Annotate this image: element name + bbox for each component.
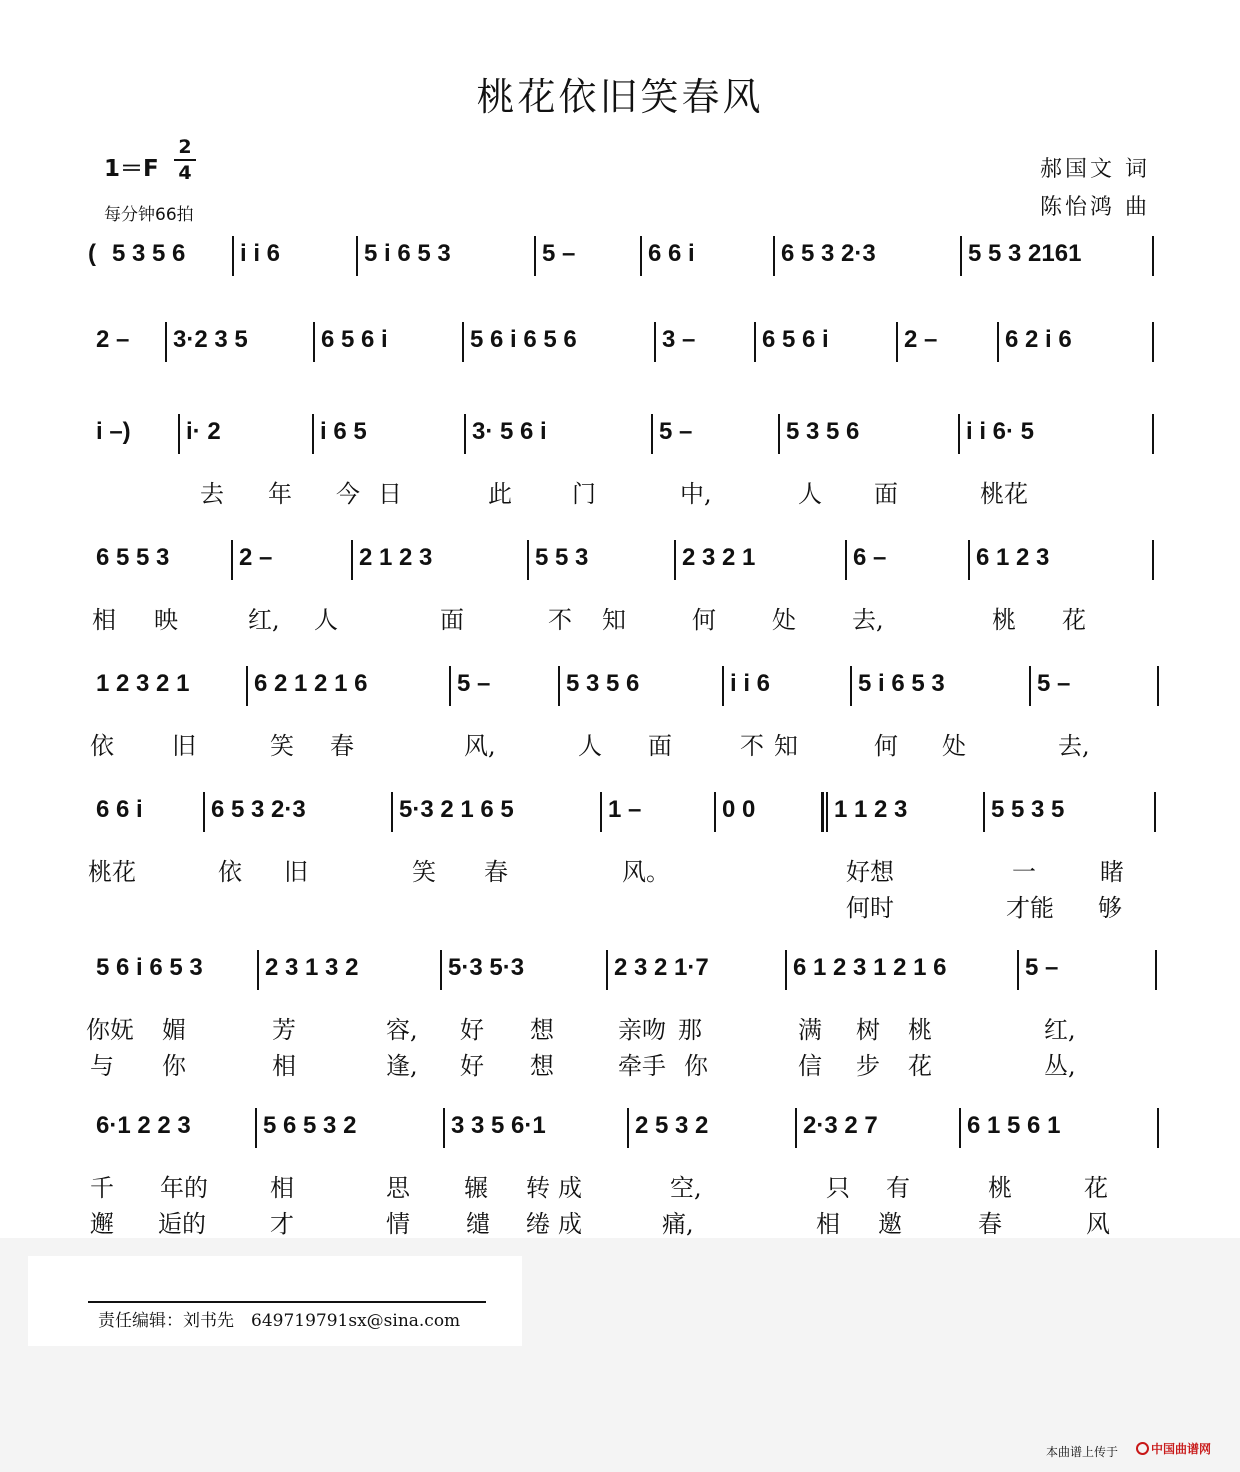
lyric-word: 花 [908, 1052, 932, 1080]
barline [722, 666, 724, 706]
lyric-word: 睹 [1100, 858, 1124, 886]
measure: 6 1 2 3 1 2 1 6 [793, 954, 947, 981]
measure: 2 – [904, 326, 938, 353]
lyric-word: 满 [798, 1016, 822, 1044]
barline [443, 1108, 445, 1148]
barline [896, 322, 898, 362]
lyricist-credit: 郝国文 词 [1040, 157, 1150, 182]
lyric-word: 处 [772, 606, 796, 634]
barline [1017, 950, 1019, 990]
lyric-word: 你 [684, 1052, 708, 1080]
measure: 6 1 5 6 1 [967, 1112, 1061, 1139]
lyric-word: 才 [270, 1210, 294, 1238]
lyric-word: 人 [314, 606, 338, 634]
lyric-word: 与 [90, 1052, 114, 1080]
barline [627, 1108, 629, 1148]
lyric-word: 够 [1098, 894, 1122, 922]
lyric-word: 不 [548, 606, 572, 634]
measure: 6 5 6 i [321, 326, 388, 353]
notation-line [0, 318, 1240, 378]
barline [640, 236, 642, 276]
measure: 5 – [457, 670, 491, 697]
lyric-word: 步 [856, 1052, 880, 1080]
measure: 2 1 2 3 [359, 544, 433, 571]
lyric-word: 门 [572, 480, 596, 508]
lyric-word: 中, [680, 480, 712, 508]
measure: 6 6 i [648, 240, 695, 267]
lyric-word: 桃 [908, 1016, 932, 1044]
barline [464, 414, 466, 454]
lyric-word: 好想 [846, 858, 894, 886]
barline [773, 236, 775, 276]
measure: 6 1 2 3 [976, 544, 1050, 571]
notation-line [0, 788, 1240, 848]
lyric-word: 今 [336, 480, 360, 508]
measure: 2 – [239, 544, 273, 571]
lyric-word: 映 [154, 606, 178, 634]
barline [203, 792, 205, 832]
meter-top: 2 [178, 136, 192, 158]
site-logo-icon [1136, 1442, 1149, 1455]
lyric-word: 春 [484, 858, 508, 886]
lyric-word: 桃 [992, 606, 1016, 634]
editor-credit: 责任编辑：刘书先 649719791sx@sina.com [98, 1311, 461, 1331]
barline [1157, 666, 1159, 706]
measure: 5 6 i 6 5 3 [96, 954, 203, 981]
lyric-word: 笑 [270, 732, 294, 760]
notation-line [0, 1104, 1240, 1164]
lyric-word: 旧 [172, 732, 196, 760]
barline [785, 950, 787, 990]
barline [1152, 414, 1154, 454]
measure: 5 3 5 6 [112, 240, 186, 267]
measure: i i 6· 5 [966, 418, 1035, 445]
lyric-word: 人 [798, 480, 822, 508]
intro-paren: ( [88, 240, 96, 267]
barline [674, 540, 676, 580]
lyric-word: 好 [460, 1016, 484, 1044]
measure: 5 3 5 6 [566, 670, 640, 697]
measure: 5 – [542, 240, 576, 267]
site-logo[interactable] [1136, 1440, 1236, 1458]
measure: 5 i 6 5 3 [364, 240, 451, 267]
measure: 2·3 2 7 [803, 1112, 878, 1139]
measure: 6 5 5 3 [96, 544, 170, 571]
barline [449, 666, 451, 706]
lyric-word: 缱 [466, 1210, 490, 1238]
lyric-word: 转 [526, 1174, 550, 1202]
lyric-word: 想 [530, 1052, 554, 1080]
measure: 2 3 2 1·7 [614, 954, 709, 981]
barline [313, 322, 315, 362]
barline [255, 1108, 257, 1148]
lyric-word: 风。 [622, 858, 670, 886]
lyric-word: 花 [1084, 1174, 1108, 1202]
lyric-word: 去, [1058, 732, 1090, 760]
measure: 3 – [662, 326, 696, 353]
lyric-word: 痛, [662, 1210, 694, 1238]
measure: 5 6 5 3 2 [263, 1112, 357, 1139]
lyric-word: 容, [386, 1016, 418, 1044]
measure: i –) [96, 418, 131, 445]
measure: 5 5 3 [535, 544, 589, 571]
barline [246, 666, 248, 706]
barline [1029, 666, 1031, 706]
barline [651, 414, 653, 454]
lyric-word: 日 [378, 480, 402, 508]
measure: 0 0 [722, 796, 756, 823]
lyric-line [0, 852, 1240, 886]
measure: 2 – [96, 326, 130, 353]
barline [778, 414, 780, 454]
barline [754, 322, 756, 362]
lyric-word: 成 [558, 1174, 582, 1202]
lyric-word: 想 [530, 1016, 554, 1044]
notation-line [0, 410, 1240, 470]
lyric-word: 桃花 [980, 480, 1028, 508]
lyric-word: 面 [440, 606, 464, 634]
measure: 2 3 1 3 2 [265, 954, 359, 981]
lyric-word: 信 [798, 1052, 822, 1080]
lyric-word: 处 [942, 732, 966, 760]
barline [1154, 792, 1156, 832]
upload-note: 本曲谱上传于 [1046, 1445, 1119, 1459]
lyric-word: 桃花 [88, 858, 136, 886]
lyric-word: 风 [1086, 1210, 1110, 1238]
barline [997, 322, 999, 362]
lyric-word: 相 [816, 1210, 840, 1238]
site-name: 中国曲谱网 [1151, 1442, 1212, 1456]
lyric-word: 芳 [272, 1016, 296, 1044]
measure: 6 6 i [96, 796, 143, 823]
composer-credit: 陈怡鸿 曲 [1040, 195, 1150, 220]
lyric-line [0, 888, 1240, 922]
lyric-word: 媚 [162, 1016, 186, 1044]
measure: 5 – [1037, 670, 1071, 697]
lyric-word: 花 [1062, 606, 1086, 634]
barline [795, 1108, 797, 1148]
measure: 5 6 i 6 5 6 [470, 326, 577, 353]
lyric-word: 何 [874, 732, 898, 760]
barline [391, 792, 393, 832]
barline [983, 792, 985, 832]
lyric-word: 情 [386, 1210, 410, 1238]
barline [606, 950, 608, 990]
barline [462, 322, 464, 362]
measure: i i 6 [730, 670, 771, 697]
measure: 5 3 5 6 [786, 418, 860, 445]
measure: 5 5 3 5 [991, 796, 1065, 823]
lyric-word: 好 [460, 1052, 484, 1080]
lyric-word: 去 [200, 480, 224, 508]
measure: 5 – [659, 418, 693, 445]
notation-line [0, 946, 1240, 1006]
lyric-word: 红, [1044, 1016, 1076, 1044]
notation-line [0, 536, 1240, 596]
lyric-word: 邀 [878, 1210, 902, 1238]
repeat-barline [826, 792, 828, 832]
barline [351, 540, 353, 580]
barline [232, 236, 234, 276]
lyric-word: 春 [978, 1210, 1002, 1238]
key-signature: 1＝F [104, 156, 159, 182]
lyric-word: 知 [774, 732, 798, 760]
barline [1157, 1108, 1159, 1148]
measure: 5·3 2 1 6 5 [399, 796, 514, 823]
lyric-line [0, 1010, 1240, 1044]
measure: 3 3 5 6·1 [451, 1112, 546, 1139]
lyric-word: 那 [678, 1016, 702, 1044]
barline [960, 236, 962, 276]
measure: i 6 5 [320, 418, 367, 445]
lyric-word: 一 [1012, 858, 1036, 886]
lyric-word: 不 [740, 732, 764, 760]
barline [440, 950, 442, 990]
footer-rule [88, 1301, 486, 1303]
measure: 3·2 3 5 [173, 326, 248, 353]
barline [714, 792, 716, 832]
lyric-line [0, 600, 1240, 634]
lyric-word: 旧 [284, 858, 308, 886]
lyric-word: 亲吻 [618, 1016, 666, 1044]
meter-bottom: 4 [178, 162, 192, 184]
lyric-word: 相 [92, 606, 116, 634]
lyric-word: 何时 [846, 894, 894, 922]
lyric-word: 何 [692, 606, 716, 634]
measure: 6 2 i 6 [1005, 326, 1072, 353]
measure: 6 5 3 2·3 [781, 240, 876, 267]
barline [165, 322, 167, 362]
lyric-word: 面 [874, 480, 898, 508]
lyric-word: 牵手 [618, 1052, 666, 1080]
time-signature [174, 136, 196, 184]
measure: 5 – [1025, 954, 1059, 981]
lyric-word: 红, [248, 606, 280, 634]
lyric-word: 有 [886, 1174, 910, 1202]
lyric-line [0, 474, 1240, 508]
barline [257, 950, 259, 990]
barline [600, 792, 602, 832]
lyric-word: 空, [670, 1174, 702, 1202]
barline [231, 540, 233, 580]
lyric-line [0, 1046, 1240, 1080]
lyric-word: 春 [330, 732, 354, 760]
lyric-line [0, 1204, 1240, 1238]
barline [850, 666, 852, 706]
barline [1152, 322, 1154, 362]
measure: 6·1 2 2 3 [96, 1112, 191, 1139]
measure: 6 2 1 2 1 6 [254, 670, 368, 697]
lyric-line [0, 726, 1240, 760]
meter-line [174, 159, 196, 161]
lyric-word: 去, [852, 606, 884, 634]
measure: 1 – [608, 796, 642, 823]
notation-line [0, 662, 1240, 722]
lyric-word: 依 [218, 858, 242, 886]
lyric-word: 成 [558, 1210, 582, 1238]
lyric-word: 知 [602, 606, 626, 634]
barline [1152, 540, 1154, 580]
lyric-word: 你 [162, 1052, 186, 1080]
lyric-word: 你妩 [86, 1016, 134, 1044]
lyric-word: 人 [578, 732, 602, 760]
barline [968, 540, 970, 580]
measure: 5·3 5·3 [448, 954, 525, 981]
lyric-word: 逅的 [158, 1210, 206, 1238]
lyric-word: 思 [386, 1174, 410, 1202]
lyric-word: 年的 [160, 1174, 208, 1202]
tempo-marking: 每分钟66拍 [104, 205, 194, 225]
song-title: 桃花依旧笑春风 [476, 75, 764, 119]
barline [558, 666, 560, 706]
measure: 6 – [853, 544, 887, 571]
lyric-word: 才能 [1006, 894, 1054, 922]
lyric-word: 千 [90, 1174, 114, 1202]
notation-line [0, 232, 1240, 292]
lyric-word: 年 [268, 480, 292, 508]
barline [534, 236, 536, 276]
lyric-word: 依 [90, 732, 114, 760]
measure: 3· 5 6 i [472, 418, 547, 445]
lyric-word: 此 [488, 480, 512, 508]
lyric-word: 辗 [464, 1174, 488, 1202]
lyric-word: 只 [826, 1174, 850, 1202]
lyric-line [0, 1168, 1240, 1202]
lyric-word: 邂 [90, 1210, 114, 1238]
barline [1152, 236, 1154, 276]
measure: 5 5 3 2161 [968, 240, 1082, 267]
barline [527, 540, 529, 580]
lyric-word: 风, [464, 732, 496, 760]
lyric-word: 相 [270, 1174, 294, 1202]
lyric-word: 桃 [988, 1174, 1012, 1202]
lyric-word: 面 [648, 732, 672, 760]
lyric-word: 相 [272, 1052, 296, 1080]
measure: 6 5 3 2·3 [211, 796, 306, 823]
measure: 5 i 6 5 3 [858, 670, 945, 697]
measure: i i 6 [240, 240, 281, 267]
lyric-word: 树 [856, 1016, 880, 1044]
barline [654, 322, 656, 362]
lyric-word: 丛, [1044, 1052, 1076, 1080]
measure: 2 3 2 1 [682, 544, 756, 571]
lyric-word: 笑 [412, 858, 436, 886]
barline [1155, 950, 1157, 990]
measure: 1 2 3 2 1 [96, 670, 190, 697]
measure: 6 5 6 i [762, 326, 829, 353]
barline [959, 1108, 961, 1148]
lyric-word: 逢, [386, 1052, 418, 1080]
barline [178, 414, 180, 454]
barline [958, 414, 960, 454]
lyric-word: 绻 [526, 1210, 550, 1238]
measure: i· 2 [186, 418, 221, 445]
barline [845, 540, 847, 580]
measure: 2 5 3 2 [635, 1112, 709, 1139]
barline [356, 236, 358, 276]
barline [312, 414, 314, 454]
measure: 1 1 2 3 [834, 796, 908, 823]
